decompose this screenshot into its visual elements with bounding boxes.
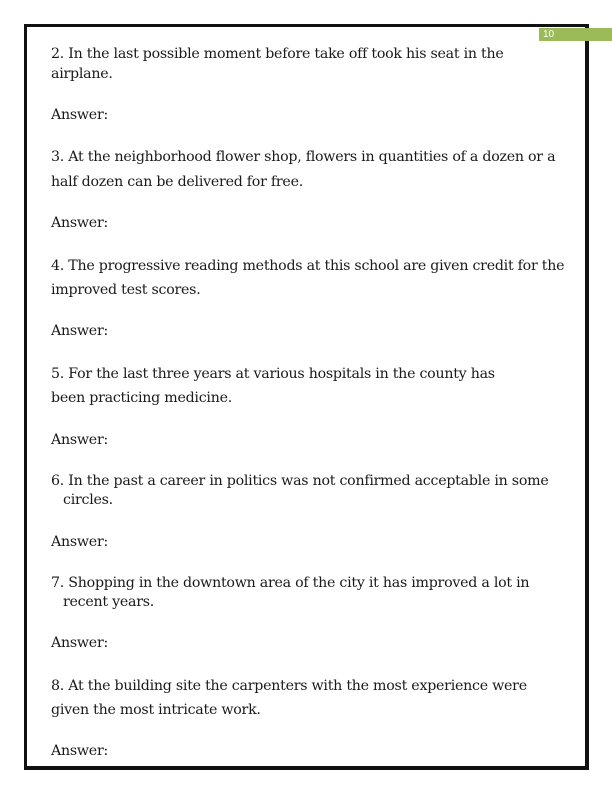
answer-label-4: Answer: xyxy=(51,323,109,339)
question-2-line-2: airplane. xyxy=(51,66,113,82)
answer-label-7: Answer: xyxy=(51,635,109,651)
question-8-line-1: 8. At the building site the carpenters with the most experience were xyxy=(51,678,527,694)
question-5-line-2: been practicing medicine. xyxy=(51,390,232,406)
answer-label-2: Answer: xyxy=(51,107,109,123)
question-8-line-2: given the most intricate work. xyxy=(51,702,261,718)
question-2-line-1: 2. In the last possible moment before take off took his seat in the xyxy=(51,46,504,62)
answer-label-6: Answer: xyxy=(51,534,109,550)
question-6-line-1: 6. In the past a career in politics was not confirmed acceptable in some xyxy=(51,473,549,489)
answer-label-8: Answer: xyxy=(51,743,109,759)
question-6-line-2: circles. xyxy=(63,492,113,508)
question-4-line-1: 4. The progressive reading methods at this school are given credit for the xyxy=(51,258,565,274)
question-7-line-2: recent years. xyxy=(63,594,155,610)
question-3-line-1: 3. At the neighborhood flower shop, flowers in quantities of a dozen or a xyxy=(51,149,556,165)
question-3-line-2: half dozen can be delivered for free. xyxy=(51,174,303,190)
page-number: 10 xyxy=(543,29,555,40)
answer-label-3: Answer: xyxy=(51,215,109,231)
answer-label-5: Answer: xyxy=(51,432,109,448)
question-7-line-1: 7. Shopping in the downtown area of the city it has improved a lot in xyxy=(51,575,530,591)
question-5-line-1: 5. For the last three years at various hospitals in the county has xyxy=(51,366,495,382)
question-4-line-2: improved test scores. xyxy=(51,282,201,298)
